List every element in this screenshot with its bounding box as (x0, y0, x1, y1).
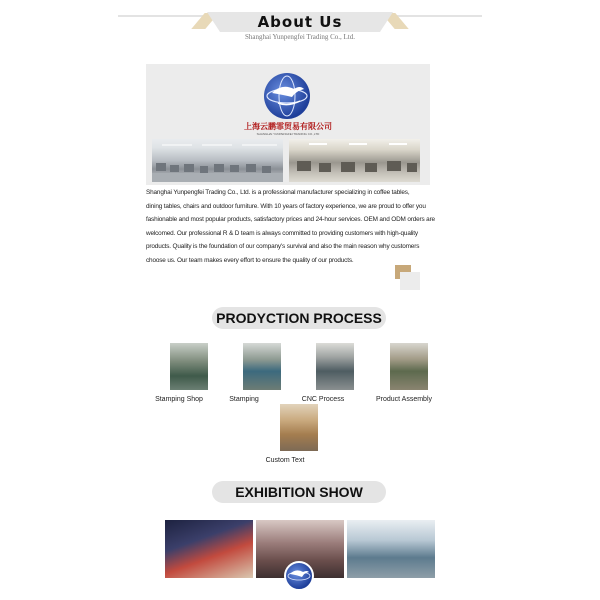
description-line: Shanghai Yunpengfei Trading Co., Ltd. is a professional manufacturer specializing in coffee tables, (146, 189, 410, 196)
description-line: fashionable and most popular products, satisfactory prices and 24-hour services. OEM and ODM orders are (146, 216, 435, 224)
exhibition-photo-3 (347, 520, 435, 578)
description-line: dining tables, chairs and outdoor furniture. With 10 years of factory experience, we are proud to offer you (146, 202, 426, 210)
globe-bird-icon (286, 563, 312, 589)
process-label: CNC Process (301, 396, 345, 403)
office-photo-1 (152, 139, 283, 182)
description-line: choose us. Our team makes every effort to ensure the quality of our products. (146, 256, 354, 264)
process-label: Stamping Shop (155, 396, 203, 403)
company-name-cn: 上海云鹏霏贸易有限公司 (244, 122, 332, 131)
process-photo-assembly (390, 343, 428, 390)
process-photo-stamping (243, 343, 281, 390)
process-label: Custom Text (265, 457, 305, 464)
company-description (146, 186, 436, 268)
exhibition-section-title: EXHIBITION SHOW (212, 481, 386, 503)
process-photo-stamping-shop (170, 343, 208, 390)
page-title: About Us (257, 13, 343, 31)
globe-bird-icon (264, 73, 310, 119)
process-photo-cnc (316, 343, 354, 390)
company-panel (146, 64, 430, 185)
exhibition-logo (284, 561, 314, 591)
process-label: Stamping (229, 396, 259, 403)
exhibition-photo-1 (165, 520, 253, 578)
company-name-en: SHANGHAI YUNPENGFEI TRADING CO.,LTD (256, 132, 320, 136)
process-label: Product Assembly (375, 396, 433, 403)
process-section-title: PRODYCTION PROCESS (212, 307, 386, 329)
description-line: welcomed. Our professional R & D team is always committed to providing customers with high-quality (146, 229, 418, 237)
page-subtitle: Shanghai Yunpengfei Trading Co., Ltd. (245, 33, 355, 41)
office-photo-2 (289, 139, 420, 182)
company-logo (264, 73, 310, 119)
description-line: products. Quality is the foundation of our company's survival and also the main reason why customers (146, 243, 420, 251)
process-photo-custom (280, 404, 318, 451)
decorative-square-gray (400, 272, 420, 290)
